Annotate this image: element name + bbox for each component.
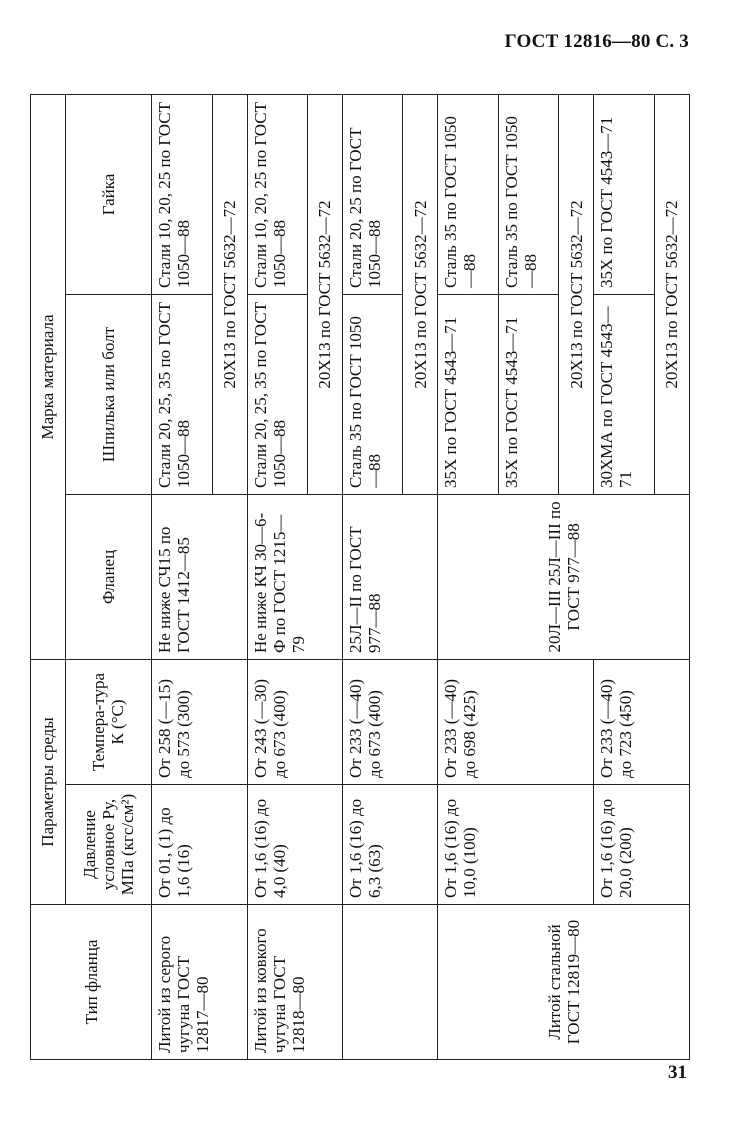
- cell-type: [342, 905, 437, 1060]
- cell-common-material: 20Х13 по ГОСТ 5632—72: [654, 94, 689, 494]
- header-flange: Фланец: [65, 494, 151, 659]
- cell-common-material: 20Х13 по ГОСТ 5632—72: [559, 94, 594, 494]
- cell-stud: 30ХМА по ГОСТ 4543—71: [594, 294, 655, 494]
- table-row: [152, 94, 213, 1059]
- cell-stud: 35Х по ГОСТ 4543—71: [498, 294, 559, 494]
- cell-flange: Не ниже СЧ15 по ГОСТ 1412—85: [152, 494, 247, 659]
- table-row: [247, 94, 308, 1059]
- header-temperature: Темпера-тура К (°С): [65, 659, 151, 784]
- header-nut: Гайка: [65, 94, 151, 294]
- table-row: [438, 94, 499, 1059]
- cell-stud: 35Х по ГОСТ 4543—71: [438, 294, 499, 494]
- cell-stud: Стали 20, 25, 35 по ГОСТ 1050—88: [152, 294, 213, 494]
- header-material-grade: Марка материала: [31, 94, 66, 659]
- cell-pressure: От 1,6 (16) до 4,0 (40): [247, 785, 342, 905]
- cell-temperature: От 233 (—40) до 673 (400): [342, 659, 437, 784]
- cell-temperature: От 233 (—40) до 698 (425): [438, 659, 594, 784]
- header-pressure: Давление условное Pу, МПа (кгс/см²): [65, 785, 151, 905]
- cell-pressure: От 1,6 (16) до 10,0 (100): [438, 785, 594, 905]
- cell-common-material: 20Х13 по ГОСТ 5632—72: [403, 94, 438, 494]
- cell-nut: 35Х по ГОСТ 4543—71: [594, 94, 655, 294]
- table-row: [342, 94, 403, 1059]
- cell-pressure: От 1,6 (16) до 6,3 (63): [342, 785, 437, 905]
- header-row-1: [31, 94, 66, 1059]
- cell-nut: Сталь 35 по ГОСТ 1050—88: [438, 94, 499, 294]
- cell-temperature: От 243 (—30) до 673 (400): [247, 659, 342, 784]
- cell-nut: Стали 10, 20, 25 по ГОСТ 1050—88: [152, 94, 213, 294]
- cell-nut: Стали 20, 25 по ГОСТ 1050—88: [342, 94, 403, 294]
- material-spec-table: [30, 94, 690, 1060]
- page-number: 31: [668, 1062, 687, 1083]
- cell-common-material: 20Х13 по ГОСТ 5632—72: [308, 94, 343, 494]
- cell-stud: Сталь 35 по ГОСТ 1050—88: [342, 294, 403, 494]
- cell-flange: 20Л—III 25Л—III по ГОСТ 977—88: [438, 494, 690, 659]
- header-medium-params: Параметры среды: [31, 659, 66, 904]
- cell-type: Литой из ковкого чугуна ГОСТ 12818—80: [247, 905, 342, 1060]
- cell-temperature: От 258 (—15) до 573 (300): [152, 659, 247, 784]
- header-stud: Шпилька или болт: [65, 294, 151, 494]
- cell-pressure: От 1,6 (16) до 20,0 (200): [594, 785, 690, 905]
- cell-nut: Сталь 35 по ГОСТ 1050—88: [498, 94, 559, 294]
- header-flange-type: Тип фланца: [31, 905, 152, 1060]
- cell-common-material: 20Х13 по ГОСТ 5632—72: [212, 94, 247, 494]
- cell-flange: Не ниже КЧ 30—6-Ф по ГОСТ 1215—79: [247, 494, 342, 659]
- cell-temperature: От 233 (—40) до 723 (450): [594, 659, 690, 784]
- cell-type: Литой стальной ГОСТ 12819—80: [438, 905, 690, 1060]
- cell-pressure: От 01, (1) до 1,6 (16): [152, 785, 247, 905]
- page-header: ГОСТ 12816—80 С. 3: [504, 31, 689, 52]
- cell-nut: Стали 10, 20, 25 по ГОСТ 1050—88: [247, 94, 308, 294]
- cell-stud: Стали 20, 25, 35 по ГОСТ 1050—88: [247, 294, 308, 494]
- cell-type: Литой из серого чугуна ГОСТ 12817—80: [152, 905, 247, 1060]
- cell-flange: 25Л—II по ГОСТ 977—88: [342, 494, 437, 659]
- rotated-table-frame: [30, 95, 690, 1060]
